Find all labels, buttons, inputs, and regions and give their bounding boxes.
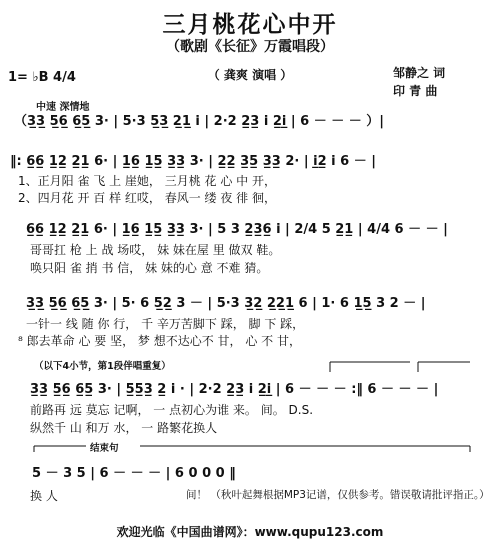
song-title: 三月桃花心中开 [162,12,338,38]
performer-line: （ 龚爽 演唱 ） [207,68,293,82]
lyrics-system-2-verse-1: 1、正月阳 雀 飞 上 崖她， 三月桃 花 心 中 开， [18,174,276,188]
score-system-6-notes: 5 － 3 5 | 6 － － － | 6 0 0 0 ‖ [32,466,236,481]
lyrics-system-5-verse-1: 前路再 远 莫忘 记啊， 一 点初心为谁 来。 间。 D.S. [30,403,314,417]
lyrics-system-4-verse-1: 一针一 线 随 你 行， 千 辛万苦脚下 踩， 脚 下 踩， [26,317,305,331]
key-signature: 1= ♭B 4/4 [8,70,76,85]
score-system-2-notes: ‖: 6̲6̲ 1̲2̲ 2̲1̲ 6· | 1̲6̲ 1̲5̲ 3̲3̲ 3· | 2̲2̲ 3̲5̲ 3̲3̲ 2· | i̲2̲ i 6 － | [10,154,376,169]
repeat-annotation: （以下4小节，第1段伴唱重复） [34,361,171,372]
score-system-4-notes: 3̲3̲ 5̲6̲ 6̲5̲ 3· | 5· 6 5̲2̲ 3 － | 5·3 3̲2̲ 2̲2̲1̲ 6 | 1· 6 1̲5̲ 3 2 － | [26,296,426,311]
lyrics-system-5-verse-2: 纵然千 山 和万 水， 一 路繁花换人 [30,421,218,435]
lyrics-system-2-verse-2: 2、四月花 开 百 样 红哎， 春风一 缕 夜 徘 徊， [18,191,276,205]
tempo-marking: 中速 深情地 [36,102,90,113]
lyricist-credit: 邹静之 词 [393,66,446,80]
lyrics-system-3-verse-1: 哥哥扛 枪 上 战 场哎， 妹 妹在屋 里 做双 鞋。 [30,243,281,257]
score-system-3-notes: 6̲6̲ 1̲2̲ 2̲1̲ 6· | 1̲6̲ 1̲5̲ 3̲3̲ 3· | 5 3 2̲3̲6̲ i | 2/4 5 2̲1̲ | 4/4 6 － － | [26,222,448,237]
lyrics-system-6-line-2: 间！ （秋叶起舞根据MP3记谱，仅供参考。错误敬请批评指正。） [186,489,490,501]
footer-site-credit: 欢迎光临《中国曲谱网》：www.qupu123.com [116,525,384,539]
song-subtitle: （歌剧《长征》万霞唱段） [166,39,334,55]
lyrics-system-6-line-1: 换 人 [30,489,58,503]
coda-annotation: 结束句 [90,443,119,454]
lyrics-system-3-verse-2: 唤只阳 雀 捎 书 信， 妹 妹的心 意 不难 猜。 [30,261,269,275]
composer-credit: 印 青 曲 [393,84,438,98]
score-system-5-notes: 3̲3̲ 5̲6̲ 6̲5̲ 3· | 5̲5̲3̲ 2̲ i · | 2·2 2̲3̲ i 2̲i̲ | 6 － － － :‖ 6 － － － | [30,382,439,397]
score-system-1-notes: （3̲3̲ 5̲6̲ 6̲5̲ 3· | 5·3 5̲3̲ 2̲1̲ i | 2·2 2̲3̲ i 2̲i̲ | 6 － － － ）| [14,114,385,129]
lyrics-system-4-verse-2: ⁸ 郎去革命 心 要 坚， 梦 想不达心不 甘， 心 不 甘， [18,334,301,348]
